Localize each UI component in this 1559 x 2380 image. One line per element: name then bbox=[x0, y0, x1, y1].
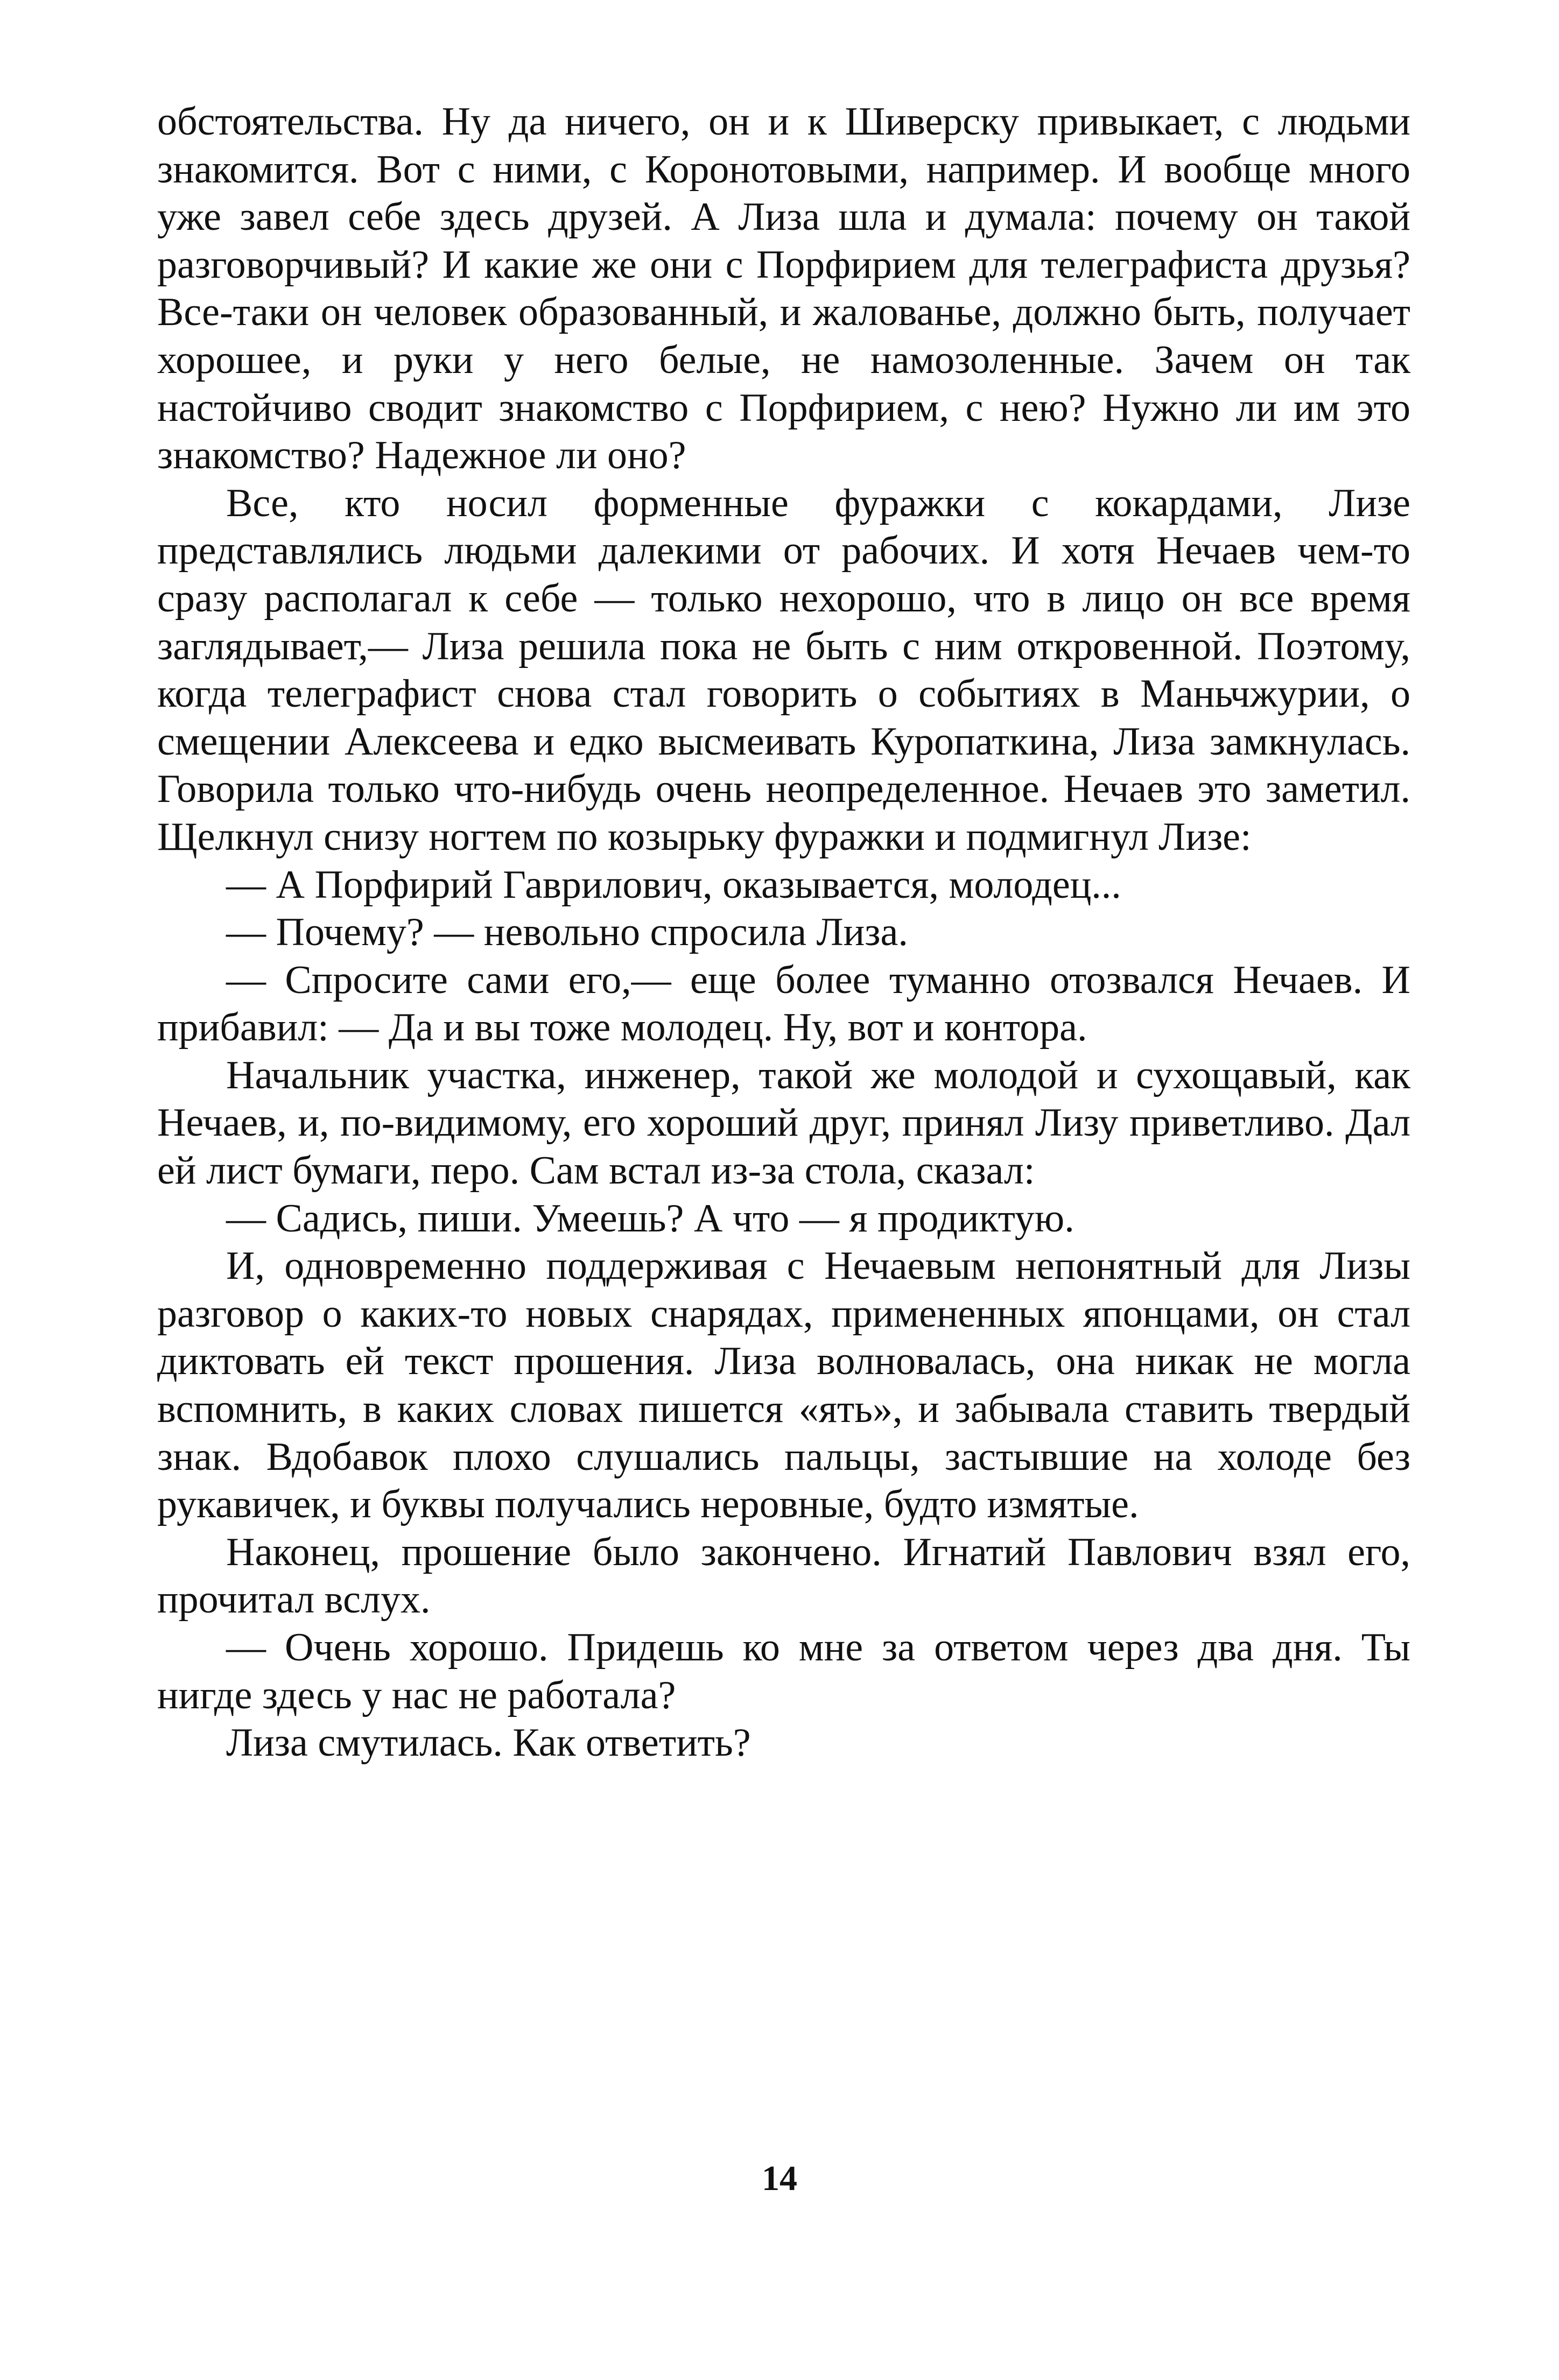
dialogue-line-2: — Почему? — невольно спросила Лиза. bbox=[226, 910, 908, 955]
dialogue-line-4: — Садись, пиши. Умеешь? А что — я продиктую. bbox=[226, 1196, 1075, 1241]
page-number: 14 bbox=[762, 2159, 797, 2198]
paragraph-4: И, одновременно поддерживая с Нечаевым непонятный для Лизы разговор о каких-то новых снарядах, примененных японцами, он стал диктовать ей текст прошения. Лиза волновалась, она никак не могла вспомнить, в каких словах пишется «ять», и забывала ставить твердый знак. Вдобавок плохо слушались пальцы, застывшие на холоде без рукавичек, и буквы получались неровные, будто измятые. bbox=[157, 1244, 1410, 1527]
dialogue-line-5: — Очень хорошо. Придешь ко мне за ответом через два дня. Ты нигде здесь у нас не работала? bbox=[157, 1625, 1410, 1717]
paragraph-1: обстоятельства. Ну да ничего, он и к Шиверску привыкает, с людьми знакомится. Вот с ними, с Коронотовыми, например. И вообще много уже завел себе здесь друзей. А Лиза шла и думала: почему он такой разговорчивый? И какие же они с Порфирием для телеграфиста друзья? Все-таки он человек образованный, и жалованье, должно быть, получает хорошее, и руки у него белые, не намозоленные. Зачем он так настойчиво сводит знакомство с Порфирием, с нею? Нужно ли им это знакомство? Надежное ли оно? bbox=[157, 100, 1410, 478]
book-page-text bbox=[157, 98, 1410, 1767]
paragraph-2: Все, кто носил форменные фуражки с кокардами, Лизе представлялись людьми далекими от рабочих. И хотя Нечаев чем-то сразу располагал к себе — только нехорошо, что в лицо он все время заглядывает,— Лиза решила пока не быть с ним откровенной. Поэтому, когда телеграфист снова стал говорить о событиях в Маньчжурии, о смещении Алексеева и едко высмеивать Куропаткина, Лиза замкнулась. Говорила только что-нибудь очень неопределенное. Нечаев это заметил. Щелкнул снизу ногтем по козырьку фуражки и подмигнул Лизе: bbox=[157, 481, 1410, 859]
paragraph-3: Начальник участка, инженер, такой же молодой и сухощавый, как Нечаев, и, по-видимому, его хороший друг, принял Лизу приветливо. Дал ей лист бумаги, перо. Сам встал из-за стола, сказал: bbox=[157, 1053, 1410, 1193]
paragraph-5: Наконец, прошение было закончено. Игнатий Павлович взял его, прочитал вслух. bbox=[157, 1530, 1410, 1622]
dialogue-line-1: — А Порфирий Гаврилович, оказывается, молодец... bbox=[226, 862, 1121, 907]
dialogue-line-3: — Спросите сами его,— еще более туманно отозвался Нечаев. И прибавил: — Да и вы тоже молодец. Ну, вот и контора. bbox=[157, 957, 1410, 1050]
paragraph-6: Лиза смутилась. Как ответить? bbox=[226, 1721, 751, 1765]
